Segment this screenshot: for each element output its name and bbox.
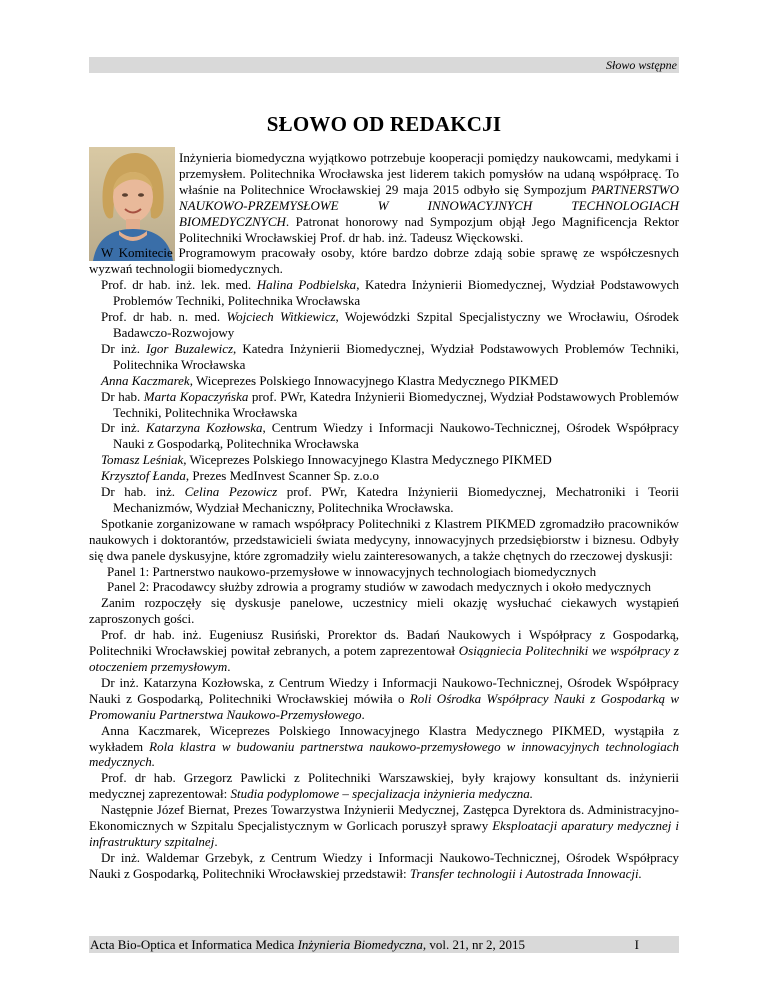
running-header: [89, 57, 679, 73]
talk-paragraph: Anna Kaczmarek, Wiceprezes Polskiego Innowacyjnego Klastra Medycznego PIKMED, wystąpiła z wykładem Rola klastra w budowaniu partnerstwa naukowo-przemysłowego w innowacyjnych technologiach medycznych.: [89, 722, 679, 770]
committee-member: Anna Kaczmarek, Wiceprezes Polskiego Innowacyjnego Klastra Medycznego PIKMED: [101, 372, 559, 388]
committee-member: Prof. dr hab. n. med. Wojciech Witkiewicz, Wojewódzki Szpital Specjalistyczny we Wrocławiu, Ośrodek Badawczo-Rozwojowy: [101, 309, 679, 340]
committee-member: Dr hab. inż. Celina Pezowicz prof. PWr, Katedra Inżynierii Biomedycznej, Mechatroniki i Teorii Mechanizmów, Wydział Mechaniczny, Politechnika Wrocławska.: [101, 484, 680, 515]
talk-paragraph: Dr inż. Waldemar Grzebyk, z Centrum Wiedzy i Informacji Naukowo-Technicznej, Ośrodek Współpracy Nauki z Gospodarką, Politechniki Wrocławskiej przedstawił: Transfer technologii i Autostrada Innowacji.: [89, 849, 679, 881]
committee-member: Krzysztof Łanda, Prezes MedInvest Scanner Sp. z.o.o: [101, 468, 380, 484]
running-footer: [89, 936, 679, 953]
talk-paragraph: Prof. dr hab. inż. Eugeniusz Rusiński, Prorektor ds. Badań Naukowych i Współpracy z Gospodarką, Politechniki Wrocławskiej powitał zebranych, a potem zaprezentował Osiągniecia Politechniki we współpracy z otoczeniem przemysłowym.: [89, 627, 679, 674]
committee-member: Prof. dr hab. inż. lek. med. Halina Podbielska, Katedra Inżynierii Biomedycznej, Wydział Podstawowych Problemów Techniki, Politechnika Wrocławska: [101, 277, 679, 309]
talk-paragraph: Następnie Józef Biernat, Prezes Towarzystwa Inżynierii Medycznej, Zastępca Dyrektora ds. Administracyjno-Ekonomicznych w Szpitalu Specjalistycznym w Gorlicach poruszył sprawy Eksploatacji aparatury medycznej i infrastruktury szpitalnej.: [89, 802, 679, 849]
talk-paragraph: Zanim rozpoczęły się dyskusje panelowe, uczestnicy mieli okazję wysłuchać ciekawych wystąpień zaproszonych gości.: [89, 595, 679, 627]
talk-paragraph: Dr inż. Katarzyna Kozłowska, z Centrum Wiedzy i Informacji Naukowo-Technicznej, Ośrodek Współpracy Nauki z Gospodarką, Politechniki Wrocławskiej mówiła o Roli Ośrodka Współpracy Nauki z Gospodarką w Promowaniu Partnerstwa Naukowo-Przemysłowego.: [89, 674, 679, 722]
panel-item: Panel 2: Pracodawcy służby zdrowia a programy studiów w zawodach medycznych i około medycznych: [107, 579, 652, 595]
committee-member: Tomasz Leśniak, Wiceprezes Polskiego Innowacyjnego Klastra Medycznego PIKMED: [101, 452, 552, 468]
intro-paragraph: Inżynieria biomedyczna wyjątkowo potrzebuje kooperacji pomiędzy naukowcami, medykami i przemysłem. Politechnika Wrocławska jest liderem takich pomysłów na udaną współpracę. To właśnie na Politechnice Wrocławskiej 29 maja 2015 odbyło się Sympozjum PARTNERSTWO NAUKOWO-PRZEMYSŁOWE W INNOWACYJNYCH TECHNOLOGIACH BIOMEDYCZNYCH. Patronat honorowy nad Sympozjum objął Jego Magnificencja Rektor Politechniki Wrocławskiej Prof. dr hab. inż. Tadeusz Więckowski.: [179, 150, 679, 245]
page-number: I: [634, 937, 639, 952]
committee-member: Dr inż. Katarzyna Kozłowska, Centrum Wiedzy i Informacji Naukowo-Technicznej, Ośrodek Współpracy Nauki z Gospodarką, Politechnika Wrocławska: [101, 420, 680, 452]
talks-list: [89, 595, 679, 881]
journal-citation: Acta Bio-Optica et Informatica Medica Inżynieria Biomedyczna, vol. 21, nr 2, 2015: [90, 937, 526, 952]
meeting-paragraph: Spotkanie zorganizowane w ramach współpracy Politechniki z Klastrem PIKMED zgromadziło pracowników naukowych i doktorantów, przedstawicieli świata medycyny, innowacyjnych przedsiębiorstw i biznesu. Odbyły się dwa panele dyskusyjne, które zgromadziły wielu zainteresowanych, a także chętnych do rzeczowej dyskusji:: [89, 515, 679, 563]
committee-intro: W Komitecie Programowym pracowały osoby, które bardzo dobrze zdają sobie sprawę ze współczesnych wyzwań technologii biomedycznych.: [89, 245, 679, 277]
page-title: SŁOWO OD REDAKCJI: [266, 112, 502, 136]
committee-member: Dr hab. Marta Kopaczyńska prof. PWr, Katedra Inżynierii Biomedycznej, Wydział Podstawowych Problemów Techniki, Politechnika Wrocławska: [101, 388, 679, 420]
panel-item: Panel 1: Partnerstwo naukowo-przemysłowe w innowacyjnych technologiach biomedycznych: [107, 563, 597, 579]
committee-list: [89, 277, 679, 516]
committee-member: Dr inż. Igor Buzalewicz, Katedra Inżynierii Biomedycznej, Wydział Podstawowych Problemów Techniki, Politechnika Wrocławska: [101, 340, 679, 372]
talk-paragraph: Prof. dr hab. Grzegorz Pawlicki z Politechniki Warszawskiej, były krajowy konsultant ds. inżynierii medycznej zaprezentował: Studia podyplomowe – specjalizacja inżynieria medyczna.: [89, 770, 679, 802]
article-body: [89, 150, 679, 882]
section-name: Słowo wstępne: [606, 58, 677, 72]
